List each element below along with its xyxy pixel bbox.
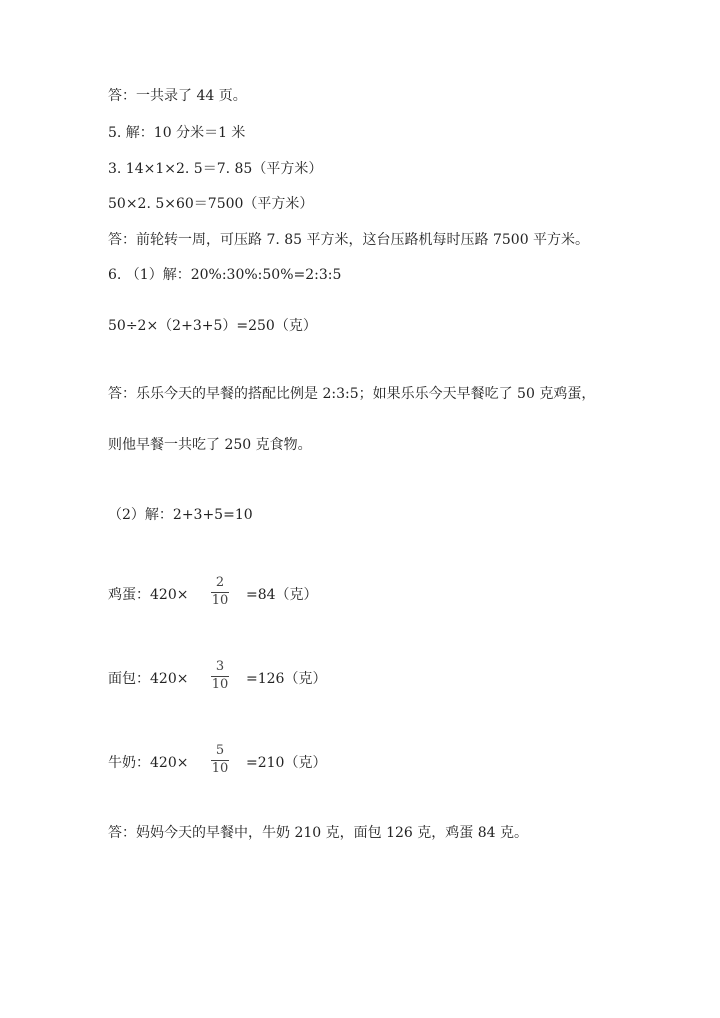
milk-fraction <box>210 743 230 778</box>
bread-label: 面包：420× <box>108 671 189 687</box>
q6-part1-answer-line1: 答：乐乐今天的早餐的搭配比例是 2:3:5；如果乐乐今天早餐吃了 50 克鸡蛋， <box>108 386 596 402</box>
bread-result: =126（克） <box>246 671 327 687</box>
q6-part2-solution: （2）解：2+3+5=10 <box>108 507 253 523</box>
q6-part1-solution: 6. （1）解：20%:30%:50%=2:3:5 <box>108 267 342 283</box>
milk-result: =210（克） <box>246 755 327 771</box>
q5-solution-header: 5. 解：10 分米＝1 米 <box>108 125 246 141</box>
fraction-denominator: 10 <box>211 677 229 692</box>
q6-part1-answer-line2: 则他早餐一共吃了 250 克食物。 <box>108 437 312 453</box>
fraction-numerator: 3 <box>215 659 225 674</box>
egg-label: 鸡蛋：420× <box>108 587 189 603</box>
q5-area-calc: 3. 14×1×2. 5＝7. 85（平方米） <box>108 161 323 177</box>
fraction-numerator: 5 <box>215 743 225 758</box>
answer-pages: 答：一共录了 44 页。 <box>108 88 247 104</box>
bread-fraction <box>210 659 230 694</box>
egg-fraction <box>210 575 230 610</box>
q6-part1-calc: 50÷2×（2+3+5）=250（克） <box>108 318 317 334</box>
q5-answer: 答：前轮转一周，可压路 7. 85 平方米，这台压路机每时压路 7500 平方米。 <box>108 232 590 248</box>
fraction-numerator: 2 <box>215 575 225 590</box>
q5-total-calc: 50×2. 5×60＝7500（平方米） <box>108 196 314 212</box>
fraction-denominator: 10 <box>211 761 229 776</box>
milk-label: 牛奶：420× <box>108 755 189 771</box>
fraction-denominator: 10 <box>211 593 229 608</box>
q6-part2-answer: 答：妈妈今天的早餐中，牛奶 210 克，面包 126 克，鸡蛋 84 克。 <box>108 825 528 841</box>
egg-result: =84（克） <box>246 587 318 603</box>
